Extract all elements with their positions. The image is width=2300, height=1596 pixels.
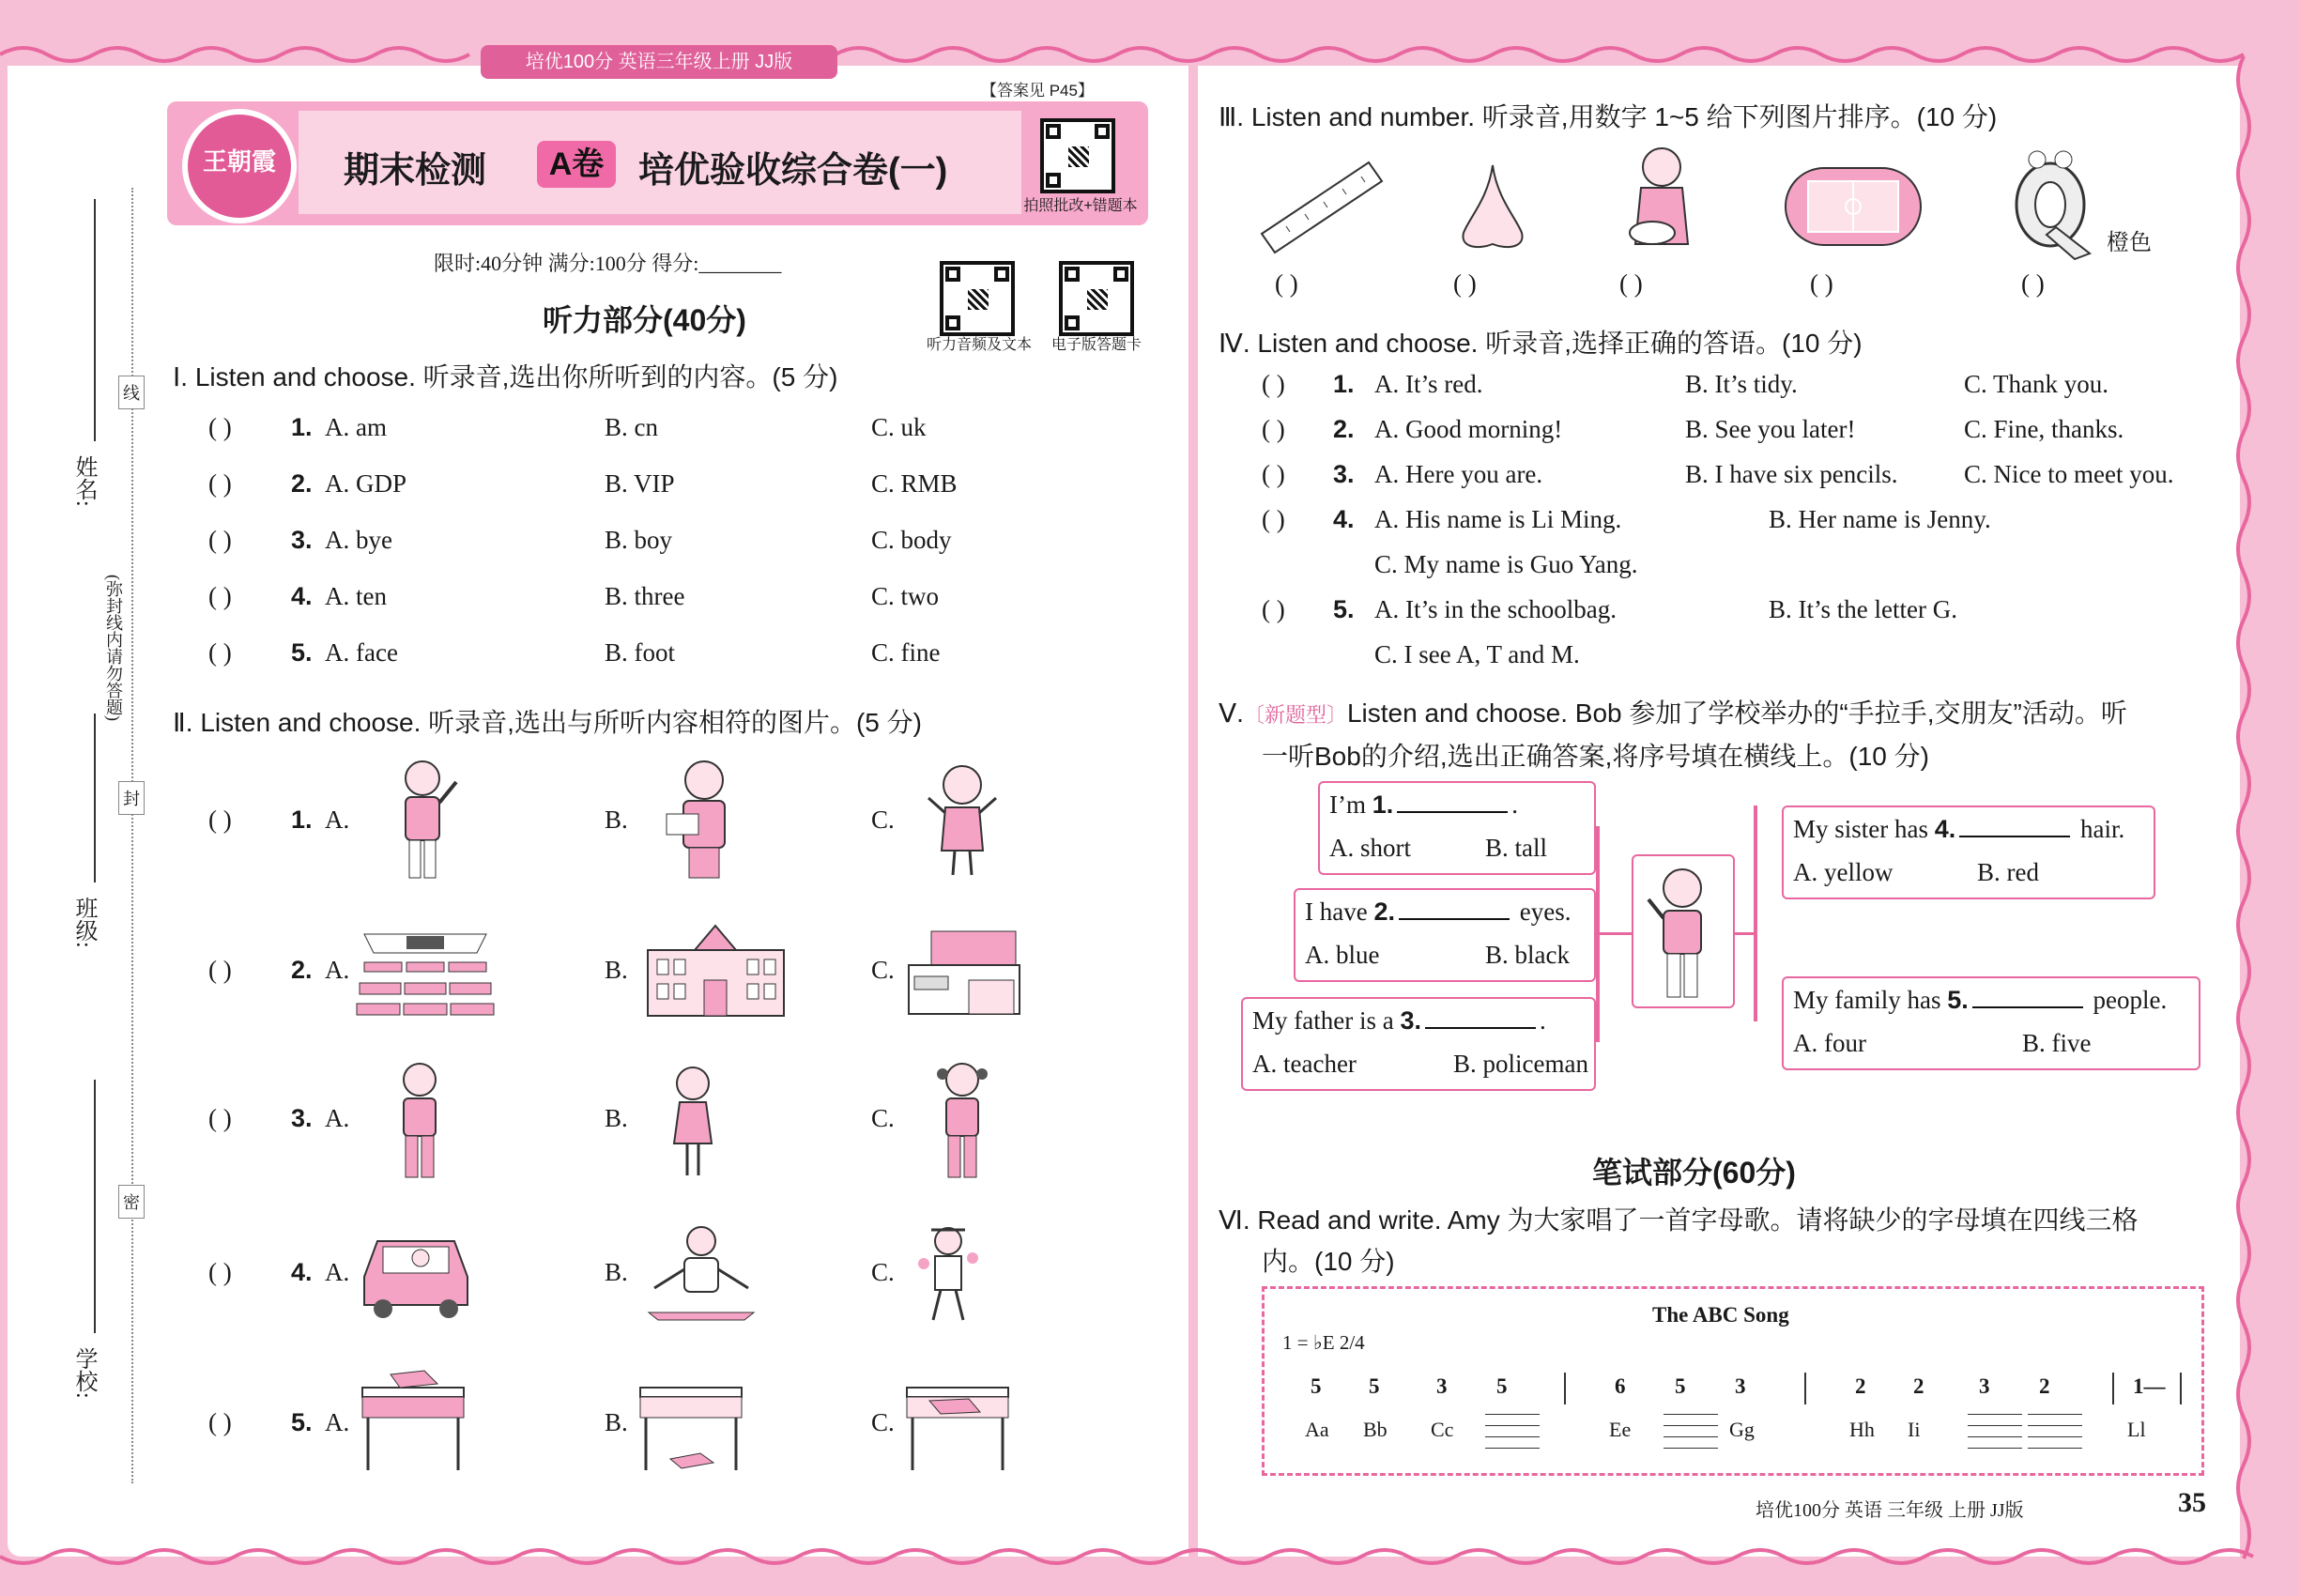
exam-meta: 限时:40分钟 满分:100分 得分:________: [434, 252, 782, 275]
answer-blank[interactable]: [1959, 836, 2070, 837]
book-on-desk-icon: [357, 1369, 469, 1472]
note-number: 5: [1369, 1374, 1380, 1398]
publisher-logo: [182, 109, 297, 223]
note-number: 6: [1615, 1374, 1626, 1398]
logo-text: 王朝霞: [202, 148, 276, 176]
exam-title: 期末检测: [344, 151, 487, 191]
footer-text: 培优100分 英语 三年级 上册 JJ版: [1756, 1500, 2024, 1521]
option-b: B. It’s the letter G.: [1769, 595, 1957, 623]
option-a-label: A.: [325, 1258, 350, 1286]
qr-code-icon[interactable]: [1059, 261, 1134, 336]
item-number: 5.: [1333, 595, 1355, 623]
note-letter: Aa: [1305, 1418, 1329, 1441]
orange-label: 橙色: [2107, 231, 2152, 255]
option-c: C. fine: [871, 638, 941, 667]
note-number: 5: [1675, 1374, 1686, 1398]
classroom-icon: [355, 925, 496, 1019]
q3-blank-4[interactable]: ( ): [1810, 269, 1833, 298]
ruler-icon: [1258, 155, 1385, 258]
qr-caption-correction: 拍照批改+错题本: [1023, 198, 1138, 214]
option-a: A. face: [325, 638, 398, 667]
grid-line: [1485, 1425, 1540, 1426]
book-tab: 培优100分 英语三年级上册 JJ版: [481, 45, 837, 79]
item-number: 5.: [291, 638, 313, 667]
bar-line: [2180, 1373, 2182, 1404]
qr-caption-answer-sheet: 电子版答题卡: [1050, 337, 1142, 353]
connector-right-mid: [1733, 932, 1754, 935]
school-label: 学校:: [71, 1347, 96, 1399]
note-letter: Gg: [1729, 1418, 1755, 1441]
option-b: B. red: [1977, 858, 2039, 886]
answer-blank[interactable]: ( ): [208, 956, 232, 984]
qr-code-icon[interactable]: [1040, 118, 1115, 193]
answer-blank[interactable]: ( ): [208, 469, 232, 498]
seal-note: (弥封线内请勿答题): [104, 575, 123, 721]
q3-blank-1[interactable]: ( ): [1275, 269, 1298, 298]
sentence-end: eyes.: [1513, 898, 1572, 926]
option-b: B. policeman: [1453, 1050, 1588, 1078]
option-a: A. am: [325, 413, 387, 441]
bar-line: [1804, 1373, 1806, 1404]
four-line-grid[interactable]: [1968, 1414, 2022, 1450]
writing-heading: 笔试部分(60分): [1592, 1156, 1796, 1189]
option-a: A. It’s red.: [1374, 370, 1483, 398]
option-b: B. It’s tidy.: [1685, 370, 1798, 398]
answer-blank[interactable]: ( ): [1262, 370, 1285, 398]
option-c: C. My name is Guo Yang.: [1374, 550, 1638, 578]
four-line-grid[interactable]: [1664, 1414, 1718, 1450]
note-number: 5: [1311, 1374, 1322, 1398]
seal-mark-line: 线: [118, 376, 145, 409]
q5-title-line2: 一听Bob的介绍,选出正确答案,将序号填在横线上。(10 分): [1262, 742, 1929, 771]
item-number: 1.: [1372, 790, 1394, 819]
page-number: 35: [2178, 1487, 2206, 1518]
boy-standing-icon: [387, 1059, 452, 1181]
new-type-tag: 〔新题型〕: [1243, 703, 1347, 727]
note-letter: Ii: [1908, 1418, 1921, 1441]
answer-blank[interactable]: ( ): [1262, 460, 1285, 488]
option-b-label: B.: [605, 806, 628, 834]
option-b: B. three: [605, 582, 685, 610]
grid-line: [2028, 1425, 2082, 1426]
answer-blank[interactable]: ( ): [208, 638, 232, 667]
q5-sentence-1: [1329, 790, 1518, 820]
grid-line: [1968, 1414, 2022, 1415]
answer-blank[interactable]: ( ): [208, 413, 232, 441]
option-a: A. Good morning!: [1374, 415, 1563, 443]
option-b: B. black: [1485, 941, 1570, 969]
grid-line: [1485, 1448, 1540, 1449]
item-number: 2.: [1333, 415, 1355, 443]
note-letter: Bb: [1363, 1418, 1388, 1441]
bob-boy-icon: [1643, 862, 1724, 1003]
answer-blank[interactable]: ( ): [208, 1408, 232, 1436]
note-letter: Cc: [1431, 1418, 1454, 1441]
option-a: A. short: [1329, 834, 1411, 862]
grid-line: [1968, 1436, 2022, 1437]
q1-title: Ⅰ. Listen and choose. 听录音,选出你所听到的内容。(5 分): [173, 362, 838, 391]
grid-line: [2028, 1414, 2082, 1415]
grid-line: [1968, 1448, 2022, 1449]
class-label: 班级:: [71, 897, 96, 948]
option-b: B. foot: [605, 638, 676, 667]
seal-mark-seal: 封: [118, 781, 145, 815]
book-under-desk-icon: [635, 1369, 747, 1472]
option-c: C. Nice to meet you.: [1964, 460, 2174, 488]
grid-line: [1485, 1414, 1540, 1415]
sentence-start: I’m: [1329, 790, 1372, 819]
farmer-walking-icon: [911, 1220, 986, 1326]
option-a: A. GDP: [325, 469, 407, 498]
answer-blank[interactable]: ( ): [1262, 505, 1285, 533]
grid-line: [2028, 1448, 2082, 1449]
option-c: C. I see A, T and M.: [1374, 640, 1580, 668]
item-number: 3.: [291, 1104, 313, 1132]
q5-number: Ⅴ.: [1219, 698, 1244, 728]
item-number: 4.: [291, 1258, 313, 1286]
option-c: C. RMB: [871, 469, 958, 498]
q5-sentence-4: [1793, 815, 2124, 844]
item-number: 4.: [291, 582, 313, 610]
qr-caption-audio: 听力音频及文本: [926, 337, 1032, 353]
note-letter: Hh: [1849, 1418, 1875, 1441]
answer-reference: 【答案见 P45】: [981, 82, 1094, 100]
sentence-start: My sister has: [1793, 815, 1935, 843]
q5-title-line1: [1219, 693, 2127, 730]
option-a-label: A.: [325, 1104, 350, 1132]
item-number: 2.: [1373, 898, 1395, 926]
answer-blank[interactable]: [1399, 918, 1510, 920]
note-number: 5: [1496, 1374, 1508, 1398]
class-line: [94, 714, 96, 882]
q3-blank-2[interactable]: ( ): [1453, 269, 1477, 298]
note-number: 2: [1913, 1374, 1924, 1398]
seal-mark-secret: 密: [118, 1185, 145, 1219]
q5-title-text: Listen and choose. Bob 参加了学校举办的“手拉手,交朋友”活动。听: [1346, 698, 2127, 728]
bar-line: [2112, 1373, 2114, 1404]
item-number: 5.: [291, 1408, 313, 1436]
option-a: A. blue: [1305, 941, 1380, 969]
sentence-end: hair.: [2074, 815, 2125, 843]
four-line-grid[interactable]: [2028, 1414, 2082, 1450]
answer-blank[interactable]: ( ): [1262, 595, 1285, 623]
option-a: A. Here you are.: [1374, 460, 1543, 488]
item-number: 1.: [1333, 370, 1355, 398]
option-a: A. teacher: [1252, 1050, 1357, 1078]
skier-icon: [643, 1222, 760, 1321]
four-line-grid[interactable]: [1485, 1414, 1540, 1450]
q5-sentence-5: [1793, 986, 2167, 1015]
q3-blank-5[interactable]: ( ): [2021, 269, 2045, 298]
qr-code-icon[interactable]: [940, 261, 1015, 336]
option-a: A. yellow: [1793, 858, 1894, 886]
song-title: The ABC Song: [1652, 1303, 1789, 1327]
option-b-label: B.: [605, 1104, 628, 1132]
answer-blank[interactable]: ( ): [208, 582, 232, 610]
note-number: 1—: [2133, 1374, 2166, 1398]
option-c-label: C.: [871, 1104, 895, 1132]
sentence-start: I have: [1305, 898, 1374, 926]
grid-line: [1968, 1425, 2022, 1426]
q2-title: Ⅱ. Listen and choose. 听录音,选出与所听内容相符的图片。(5 分): [173, 708, 922, 737]
grid-line: [2028, 1436, 2082, 1437]
grid-line: [1664, 1436, 1718, 1437]
school-gate-icon: [903, 928, 1025, 1017]
option-b-label: B.: [605, 1258, 628, 1286]
song-key: 1 = ♭E 2/4: [1282, 1331, 1365, 1354]
option-b: B. I have six pencils.: [1685, 460, 1898, 488]
option-a-label: A.: [325, 1408, 350, 1436]
item-number: 2.: [291, 956, 313, 984]
item-number: 4.: [1934, 815, 1956, 843]
answer-blank[interactable]: ( ): [208, 806, 232, 834]
option-b: B. five: [2022, 1029, 2092, 1057]
answer-blank[interactable]: ( ): [208, 1258, 232, 1286]
name-label: 姓名:: [71, 455, 96, 507]
option-c: C. uk: [871, 413, 927, 441]
item-number: 4.: [1333, 505, 1355, 533]
connector-left-mid: [1596, 932, 1633, 935]
note-letter: Ll: [2127, 1418, 2146, 1441]
school-line: [94, 1080, 96, 1333]
sentence-start: My family has: [1793, 986, 1948, 1014]
option-b: B. See you later!: [1685, 415, 1856, 443]
option-c: C. Thank you.: [1964, 370, 2108, 398]
option-b: B. tall: [1485, 834, 1547, 862]
answer-blank[interactable]: ( ): [208, 1104, 232, 1132]
name-line: [94, 199, 96, 441]
answer-blank[interactable]: ( ): [208, 526, 232, 554]
bar-line: [1564, 1373, 1566, 1404]
note-number: 3: [1735, 1374, 1746, 1398]
sentence-end: .: [1511, 790, 1519, 819]
car-icon: [355, 1220, 477, 1319]
option-b: B. cn: [605, 413, 658, 441]
option-c-label: C.: [871, 956, 895, 984]
grid-line: [1664, 1448, 1718, 1449]
sentence-start: My father is a: [1252, 1006, 1401, 1035]
note-number: 3: [1436, 1374, 1448, 1398]
option-a-label: A.: [325, 956, 350, 984]
connector-right: [1754, 806, 1757, 1021]
note-number: 2: [1855, 1374, 1866, 1398]
item-number: 1.: [291, 413, 313, 441]
answer-blank[interactable]: [1972, 1006, 2083, 1008]
girl-with-book-icon: [657, 756, 742, 882]
option-a: A. ten: [325, 582, 387, 610]
option-c-label: C.: [871, 806, 895, 834]
option-c-label: C.: [871, 1408, 895, 1436]
option-b: B. Her name is Jenny.: [1769, 505, 1991, 533]
option-c-label: C.: [871, 1258, 895, 1286]
grid-line: [1485, 1436, 1540, 1437]
option-b: B. boy: [605, 526, 673, 554]
listening-heading: 听力部分(40分): [543, 303, 746, 337]
option-c: C. Fine, thanks.: [1964, 415, 2124, 443]
school-building-icon: [638, 922, 793, 1021]
q6-title-line1: Ⅵ. Read and write. Amy 为大家唱了一首字母歌。请将缺少的字母填在四线三格: [1219, 1205, 2139, 1235]
item-number: 3.: [1333, 460, 1355, 488]
letter-q-icon: [2009, 141, 2103, 261]
option-b-label: B.: [605, 956, 628, 984]
sentence-end: people.: [2086, 986, 2168, 1014]
girl-shrugging-icon: [925, 760, 1000, 878]
option-a: A. It’s in the schoolbag.: [1374, 595, 1617, 623]
item-number: 3.: [291, 526, 313, 554]
option-b: B. VIP: [605, 469, 675, 498]
q5-sentence-3: [1252, 1006, 1546, 1036]
note-number: 3: [1979, 1374, 1990, 1398]
option-a: A. His name is Li Ming.: [1374, 505, 1622, 533]
item-number: 2.: [291, 469, 313, 498]
q3-blank-3[interactable]: ( ): [1619, 269, 1643, 298]
book-in-desk-icon: [901, 1369, 1014, 1472]
answer-blank[interactable]: ( ): [1262, 415, 1285, 443]
playground-icon: [1782, 164, 1924, 249]
option-a: A. bye: [325, 526, 392, 554]
q6-title-line2: 内。(10 分): [1262, 1247, 1395, 1276]
sentence-end: .: [1539, 1006, 1546, 1035]
boy-waving-icon: [385, 756, 460, 882]
answer-blank[interactable]: [1397, 811, 1508, 813]
answer-blank[interactable]: [1425, 1027, 1536, 1029]
girl-pigtails-icon: [929, 1059, 995, 1181]
q4-title: Ⅳ. Listen and choose. 听录音,选择正确的答语。(10 分): [1219, 329, 1863, 358]
grid-line: [1664, 1425, 1718, 1426]
note-letter: Ee: [1609, 1418, 1632, 1441]
item-number: 5.: [1947, 986, 1969, 1014]
exam-subtitle: 培优验收综合卷(一): [638, 151, 948, 191]
woman-cooking-icon: [1615, 141, 1709, 263]
nose-icon: [1450, 161, 1535, 255]
paper-badge: A卷: [537, 141, 616, 188]
grid-line: [1664, 1414, 1718, 1415]
option-c: C. two: [871, 582, 940, 610]
q3-title: Ⅲ. Listen and number. 听录音,用数字 1~5 给下列图片排序。(10 分): [1219, 102, 1998, 131]
option-a: A. four: [1793, 1029, 1866, 1057]
note-number: 2: [2039, 1374, 2050, 1398]
option-b-label: B.: [605, 1408, 628, 1436]
item-number: 1.: [291, 806, 313, 834]
option-c: C. body: [871, 526, 952, 554]
item-number: 3.: [1400, 1006, 1421, 1035]
girl-standing-icon: [665, 1063, 721, 1180]
option-a-label: A.: [325, 806, 350, 834]
q5-sentence-2: [1305, 898, 1571, 927]
